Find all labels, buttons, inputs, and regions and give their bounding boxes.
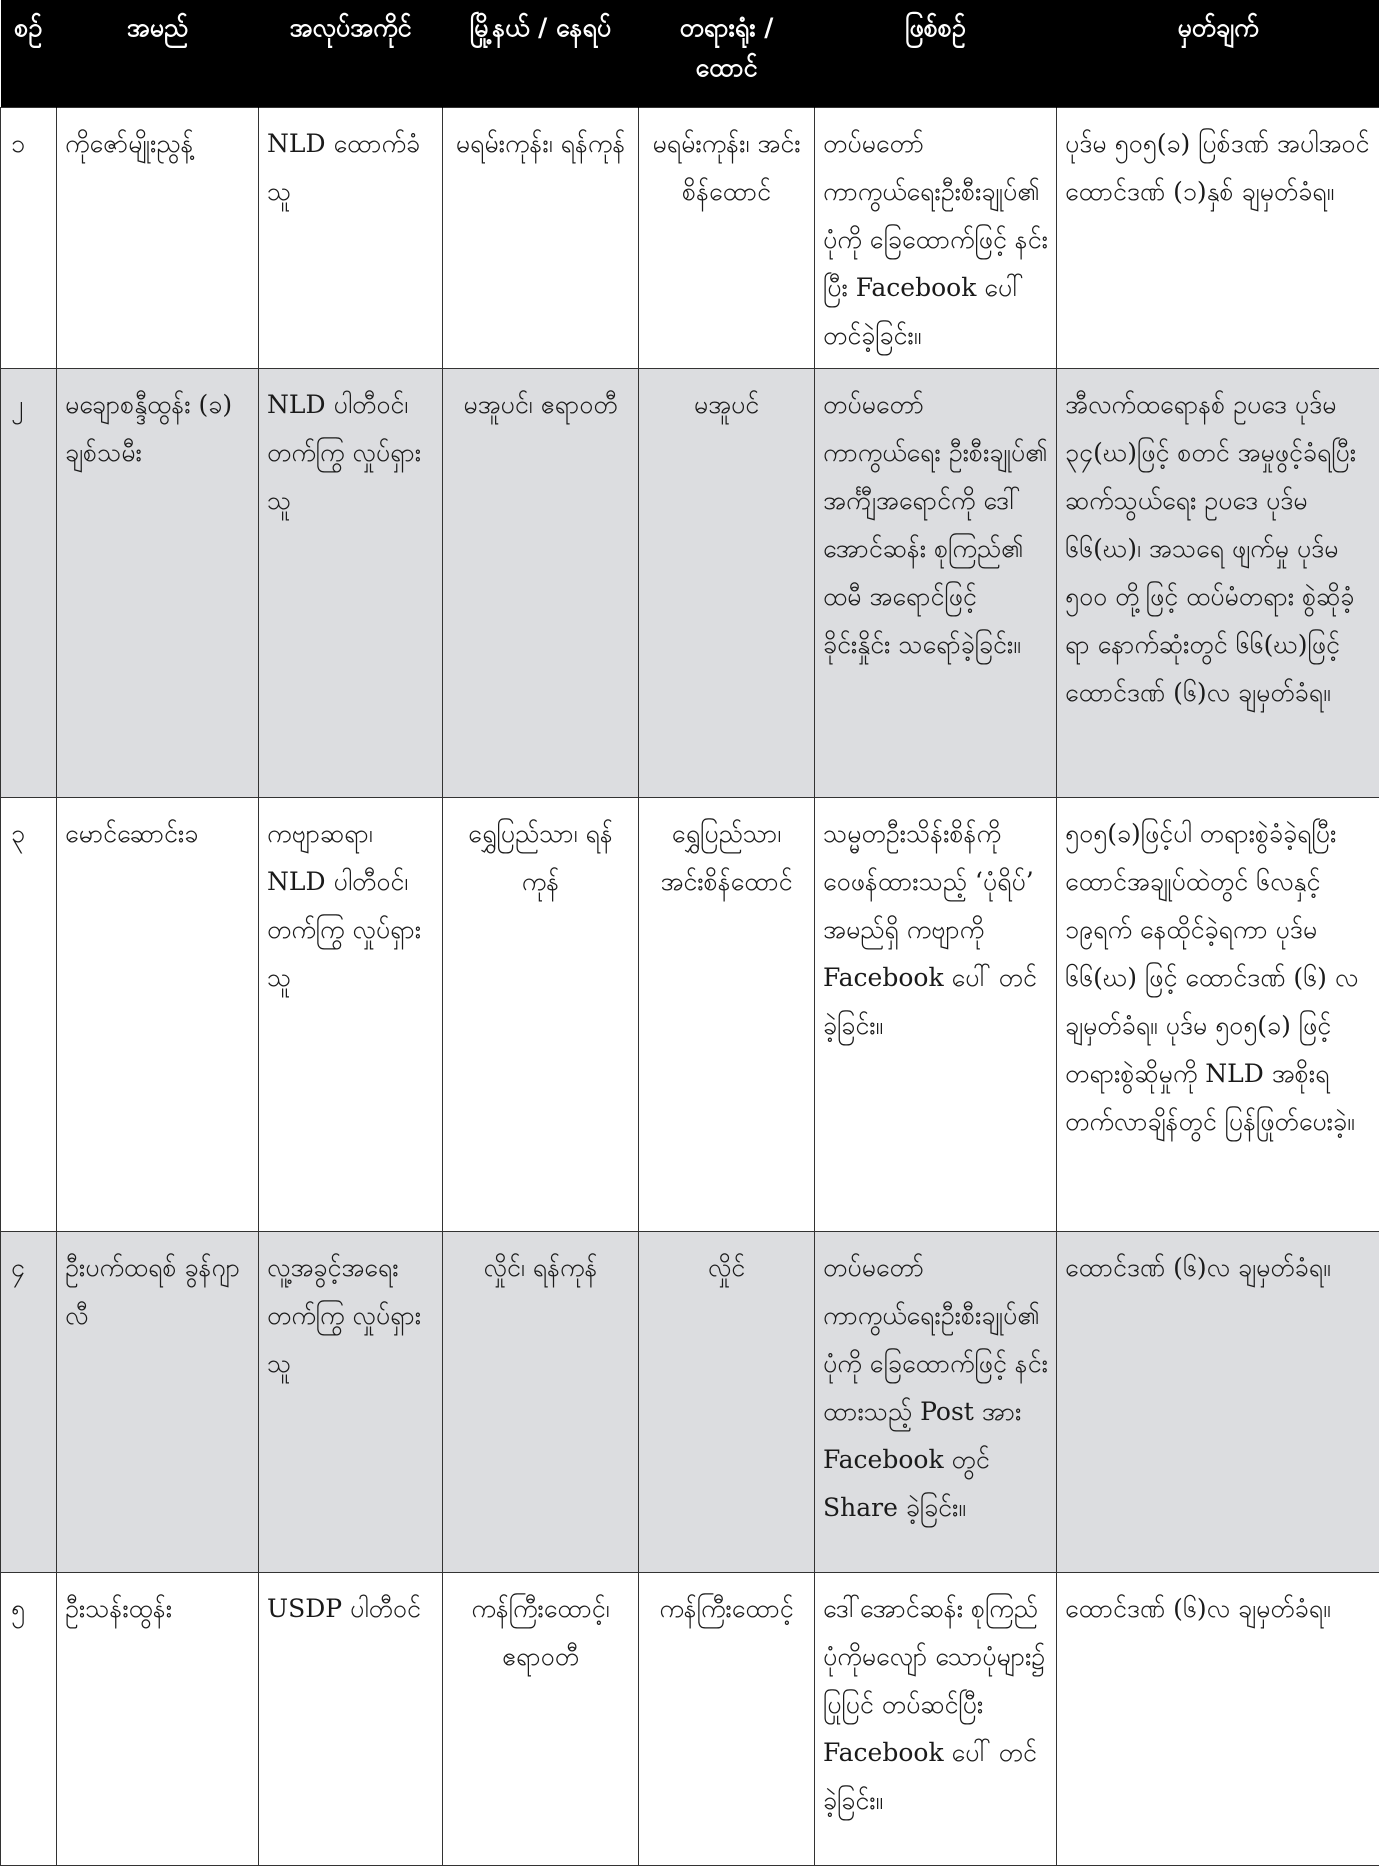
header-court: တရားရုံး / ထောင်: [639, 0, 815, 107]
cell-court: ကန်ကြီးထောင့်: [639, 1572, 815, 1865]
table-row: [1, 368, 1379, 797]
header-row: [1, 0, 1379, 107]
cell-no: ၄: [1, 1231, 57, 1572]
cell-case: တပ်မတော် ကာကွယ်ရေးဦးစီးချုပ်၏ ပုံကို ခြေထောက်ဖြင့် နင်းပြီး Facebook ပေါ် တင်ခဲ့ခြင်း။: [815, 107, 1057, 368]
header-occupation: အလုပ်အကိုင်: [259, 0, 443, 107]
cell-no: ၂: [1, 368, 57, 797]
cell-township: လှိုင်၊ ရန်ကုန်: [443, 1231, 639, 1572]
cell-township: ကန်ကြီးထောင့်၊ ဧရာဝတီ: [443, 1572, 639, 1865]
cell-remark: ၅၀၅(ခ)ဖြင့်ပါ တရားစွဲခံခဲ့ရပြီး ထောင်အချုပ်ထဲတွင် ၆လနှင့် ၁၉ရက် နေထိုင်ခဲ့ရကာ ပုဒ်မ ၆၆(ဃ) ဖြင့် ထောင်ဒဏ် (၆) လ ချမှတ်ခံရ။ ပုဒ်မ ၅၀၅(ခ) ဖြင့် တရားစွဲဆိုမှုကို NLD အစိုးရ တက်လာချိန်တွင် ပြန်ဖြုတ်ပေးခဲ့။: [1057, 797, 1379, 1231]
header-township: မြို့နယ် / နေရပ်: [443, 0, 639, 107]
cell-remark: အီလက်ထရောနစ် ဥပဒေ ပုဒ်မ ၃၄(ဃ)ဖြင့် စတင် အမှုဖွင့်ခံရပြီး ဆက်သွယ်ရေး ဥပဒေ ပုဒ်မ ၆၆(ဃ)၊ အသရေ ဖျက်မှု ပုဒ်မ ၅၀၀ တို့ဖြင့် ထပ်မံတရား စွဲဆိုခံ့ရာ နောက်ဆုံးတွင် ၆၆(ဃ)ဖြင့် ထောင်ဒဏ် (၆)လ ချမှတ်ခံရ။: [1057, 368, 1379, 797]
table-row: [1, 797, 1379, 1231]
table-row: [1, 1572, 1379, 1865]
cell-name: မချောစန္ဒီထွန်း (ခ) ချစ်သမီး: [57, 368, 259, 797]
cell-township: မအူပင်၊ ဧရာဝတီ: [443, 368, 639, 797]
table-row: [1, 107, 1379, 368]
cell-case: ဒေါ်အောင်ဆန်း စုကြည်ပုံကိုမလျော် သောပုံများ၌ ပြုပြင် တပ်ဆင်ပြီး Facebook ပေါ် တင်ခဲ့ခြင်း။: [815, 1572, 1057, 1865]
header-case: ဖြစ်စဉ်: [815, 0, 1057, 107]
cell-name: မောင်ဆောင်းခ: [57, 797, 259, 1231]
cell-case: သမ္မတဦးသိန်းစိန်ကို ဝေဖန်ထားသည့် ‘ပုံရိပ်’ အမည်ရှိ ကဗျာကို Facebook ပေါ် တင်ခဲ့ခြင်း။: [815, 797, 1057, 1231]
header-no: စဉ်: [1, 0, 57, 107]
table-header: [1, 0, 1379, 107]
cell-occupation: NLD ထောက်ခံသူ: [259, 107, 443, 368]
cell-court: ရွှေပြည်သာ၊ အင်းစိန်ထောင်: [639, 797, 815, 1231]
header-name: အမည်: [57, 0, 259, 107]
header-remark: မှတ်ချက်: [1057, 0, 1379, 107]
cell-remark: ထောင်ဒဏ် (၆)လ ချမှတ်ခံရ။: [1057, 1572, 1379, 1865]
cell-case: တပ်မတော် ကာကွယ်ရေး ဦးစီးချုပ်၏ အင်္ကျီအရောင်ကို ဒေါ်အောင်ဆန်း စုကြည်၏ ထမီ အရောင်ဖြင့် ခိုင်းနှိုင်း သရော်ခဲ့ခြင်း။: [815, 368, 1057, 797]
cell-occupation: NLD ပါတီဝင်၊ တက်ကြွ လှုပ်ရှားသူ: [259, 368, 443, 797]
cell-occupation: လူ့အခွင့်အရေး တက်ကြွ လှုပ်ရှားသူ: [259, 1231, 443, 1572]
cell-remark: ပုဒ်မ ၅၀၅(ခ) ပြစ်ဒဏ် အပါအဝင် ထောင်ဒဏ် (၁)နှစ် ချမှတ်ခံရ။: [1057, 107, 1379, 368]
cell-remark: ထောင်ဒဏ် (၆)လ ချမှတ်ခံရ။: [1057, 1231, 1379, 1572]
cell-no: ၁: [1, 107, 57, 368]
cell-township: မရမ်းကုန်း၊ ရန်ကုန်: [443, 107, 639, 368]
cell-name: ဦးပက်ထရစ် ခွန်ဂျာလီ: [57, 1231, 259, 1572]
cell-occupation: ကဗျာဆရာ၊ NLD ပါတီဝင်၊ တက်ကြွ လှုပ်ရှားသူ: [259, 797, 443, 1231]
table-row: [1, 1231, 1379, 1572]
cell-township: ရွှေပြည်သာ၊ ရန်ကုန်: [443, 797, 639, 1231]
cell-court: မရမ်းကုန်း၊ အင်းစိန်ထောင်: [639, 107, 815, 368]
cell-court: မအူပင်: [639, 368, 815, 797]
cell-no: ၃: [1, 797, 57, 1231]
cell-name: ဦးသန်းထွန်း: [57, 1572, 259, 1865]
cell-court: လှိုင်: [639, 1231, 815, 1572]
cell-occupation: USDP ပါတီဝင်: [259, 1572, 443, 1865]
cell-case: တပ်မတော် ကာကွယ်ရေးဦးစီးချုပ်၏ ပုံကို ခြေထောက်ဖြင့် နင်းထားသည့် Post အား Facebook တွင် Share ခဲ့ခြင်း။: [815, 1231, 1057, 1572]
cell-no: ၅: [1, 1572, 57, 1865]
table-body: [1, 107, 1379, 1865]
cell-name: ကိုဇော်မျိုးညွန့်: [57, 107, 259, 368]
